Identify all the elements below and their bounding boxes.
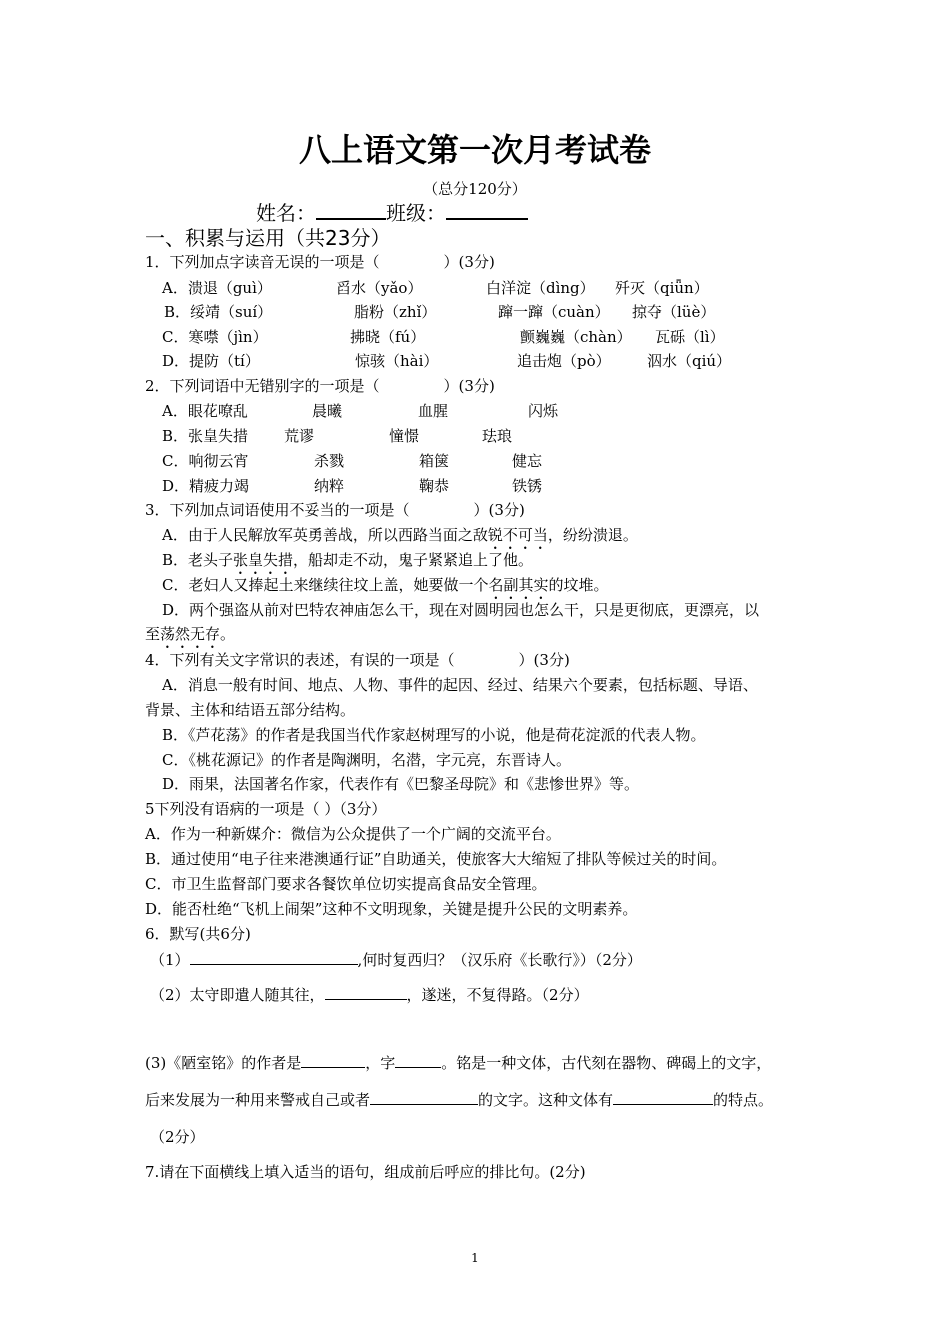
student-info (256, 200, 528, 226)
q4-option-d: D．雨果，法国著名作家，代表作有《巴黎圣母院》和《悲惨世界》等。 (162, 775, 640, 793)
option-text: 舀水（yǎo） (336, 279, 423, 297)
q1-stem-text: 1．下列加点字读音无误的一项是（ (145, 253, 380, 271)
option-text: 。 (220, 625, 236, 643)
q5-option-d: D．能否杜绝“飞机上闹架”这种不文明现象，关键是提升公民的文明素养。 (145, 900, 638, 918)
option-text: 珐琅 (482, 427, 513, 445)
q1-option-d (162, 351, 732, 371)
q3-option-d-line1: D．两个强盗从前对巴特农神庙怎么干，现在对圆明园也怎么干，只是更彻底，更漂亮，以 (162, 601, 760, 619)
class-blank[interactable] (446, 202, 528, 220)
option-text: ，纷纷溃退。 (547, 526, 638, 544)
q3-option-a (162, 525, 638, 553)
option-text: 脂粉（zhǐ） (354, 303, 437, 321)
q3-option-b (162, 550, 533, 578)
question-6-stem: 6．默写(共6分) (145, 925, 251, 943)
question-4-stem (145, 650, 570, 670)
question-3-stem (145, 500, 525, 520)
page-title: 八上语文第一次月考试卷 (298, 131, 651, 169)
fill-blank[interactable] (325, 983, 407, 1000)
page-number: 1 (471, 1251, 479, 1265)
option-text: 掠夺（lüè） (632, 303, 716, 321)
option-text: 杀戮 (314, 452, 345, 470)
option-text: A．溃退（guì） (162, 279, 272, 297)
name-label: 姓名： (256, 201, 316, 225)
option-text: C．寒噤（jìn） (162, 328, 268, 346)
q1-option-c (162, 327, 725, 347)
question-1-stem (145, 252, 495, 272)
q4-option-b: B．《芦花荡》的作者是我国当代作家赵树理写的小说，他是荷花淀派的代表人物。 (162, 726, 706, 744)
option-text: 纳粹 (314, 477, 345, 495)
q2-option-c (162, 451, 543, 471)
option-text: 鞠恭 (419, 477, 450, 495)
q4-stem-text: 4．下列有关文字常识的表述，有误的一项是（ (145, 651, 455, 669)
option-text: D．提防（tí） (162, 352, 260, 370)
option-text: D．精疲力竭 (162, 477, 250, 495)
item-text: 后来发展为一种用来警戒自己或者 (145, 1091, 371, 1109)
option-text: 瓦砾（lì） (655, 328, 725, 346)
option-text: 至 (145, 625, 161, 643)
option-text: 箱箧 (419, 452, 450, 470)
q4-option-a-line2: 背景、主体和结语五部分结构。 (145, 701, 356, 719)
option-text: A．由于人民解放军英勇善战，所以西路当面之敌 (162, 526, 488, 544)
dotted-phrase: 锐不可当 (487, 526, 548, 544)
option-text: 健忘 (512, 452, 543, 470)
option-text: ，船却走不动，鬼子紧紧追上了他。 (293, 551, 534, 569)
item-text: (3)《陋室铭》的作者是 (145, 1054, 302, 1072)
option-text: C．老妇人又捧起土来继续往坟上盖，她要做一个 (162, 576, 489, 594)
q4-option-c: C．《桃花源记》的作者是陶渊明，名潜，字元亮，东晋诗人。 (162, 751, 571, 769)
q4-option-a-line1: A．消息一般有时间、地点、人物、事件的起因、经过、结果六个要素，包括标题、导语、 (162, 676, 758, 694)
item-text: 。铭是一种文体，古代刻在器物、碑碣上的文字， (441, 1054, 772, 1072)
item-text: ,何时复西归？（汉乐府《长歌行》）（2分） (357, 951, 642, 969)
q5-option-c: C．市卫生监督部门要求各餐饮单位切实提高食品安全管理。 (145, 875, 547, 893)
option-text: 闪烁 (528, 402, 559, 420)
item-text: ，遂迷，不复得路。（2分） (406, 986, 589, 1004)
q3-option-c (162, 575, 609, 603)
q4-tail: ）(3分) (518, 651, 570, 669)
q2-option-a (162, 401, 559, 421)
q6-item-3-score: （2分） (150, 1128, 205, 1146)
q1-option-a (162, 278, 709, 298)
fill-blank[interactable] (190, 948, 358, 965)
question-2-stem (145, 376, 495, 396)
q5-option-b: B．通过使用“电子往来港澳通行证”自助通关，使旅客大大缩短了排队等候过关的时间。 (145, 850, 727, 868)
item-text: 的特点。 (713, 1091, 774, 1109)
q3-tail: ）(3分) (473, 501, 525, 519)
page-subtitle: （总分120分） (423, 180, 527, 198)
q6-item-1 (150, 948, 642, 970)
dotted-phrase: 荡然无存 (160, 625, 221, 643)
option-text: 白洋淀（dìng） (486, 279, 595, 297)
option-text: 歼灭（qiǖn） (615, 279, 709, 297)
option-text: 憧憬 (389, 427, 420, 445)
option-text: 追击炮（pò） (517, 352, 611, 370)
q1-tail: ）(3分) (443, 253, 495, 271)
option-text: C．响彻云宵 (162, 452, 249, 470)
q6-item-3-line1 (145, 1051, 771, 1073)
dotted-phrase: 名副其实 (488, 576, 549, 594)
fill-blank[interactable] (395, 1051, 441, 1068)
item-text: （2）太守即遣人随其往， (150, 986, 325, 1004)
option-text: 晨曦 (312, 402, 343, 420)
item-number: （1） (150, 951, 190, 969)
q1-option-b (164, 302, 716, 322)
option-text: 蹿一蹿（cuàn） (498, 303, 610, 321)
option-text: 泅水（qiú） (647, 352, 732, 370)
option-text: 惊骇（hài） (355, 352, 439, 370)
option-text: 的坟堆。 (548, 576, 609, 594)
q5-option-a: A．作为一种新媒介：微信为公众提供了一个广阔的交流平台。 (145, 825, 561, 843)
fill-blank[interactable] (613, 1088, 713, 1105)
fill-blank[interactable] (301, 1051, 365, 1068)
question-5-stem: 5下列没有语病的一项是（ ）（3分） (145, 800, 387, 818)
q6-item-2 (150, 983, 589, 1005)
option-text: 血腥 (418, 402, 449, 420)
q3-stem-text: 3．下列加点词语使用不妥当的一项是（ (145, 501, 410, 519)
question-7-stem: 7.请在下面横线上填入适当的语句，组成前后呼应的排比句。(2分) (145, 1163, 586, 1181)
option-text: B．老头子 (162, 551, 234, 569)
option-text: B．绥靖（suí） (164, 303, 273, 321)
item-text: ，字 (365, 1054, 396, 1072)
class-label: 班级： (386, 201, 446, 225)
q2-stem-text: 2．下列词语中无错别字的一项是（ (145, 377, 380, 395)
section-heading: 一、积累与运用（共23分） (145, 226, 391, 250)
option-text: 铁锈 (512, 477, 543, 495)
q2-tail: ）(3分) (443, 377, 495, 395)
option-text: A．眼花嘹乱 (162, 402, 248, 420)
option-text: 颤巍巍（chàn） (520, 328, 632, 346)
option-text: 拂晓（fú） (350, 328, 426, 346)
fill-blank[interactable] (370, 1088, 478, 1105)
q3-option-d-line2 (145, 624, 235, 652)
dotted-phrase: 张皇失措 (233, 551, 294, 569)
name-blank[interactable] (316, 202, 386, 220)
q2-option-b (162, 426, 513, 446)
option-text: B．张皇失措 (162, 427, 249, 445)
item-text: 的文字。这种文体有 (478, 1091, 614, 1109)
option-text: 荒谬 (284, 427, 315, 445)
q6-item-3-line2 (145, 1088, 773, 1110)
q2-option-d (162, 476, 543, 496)
